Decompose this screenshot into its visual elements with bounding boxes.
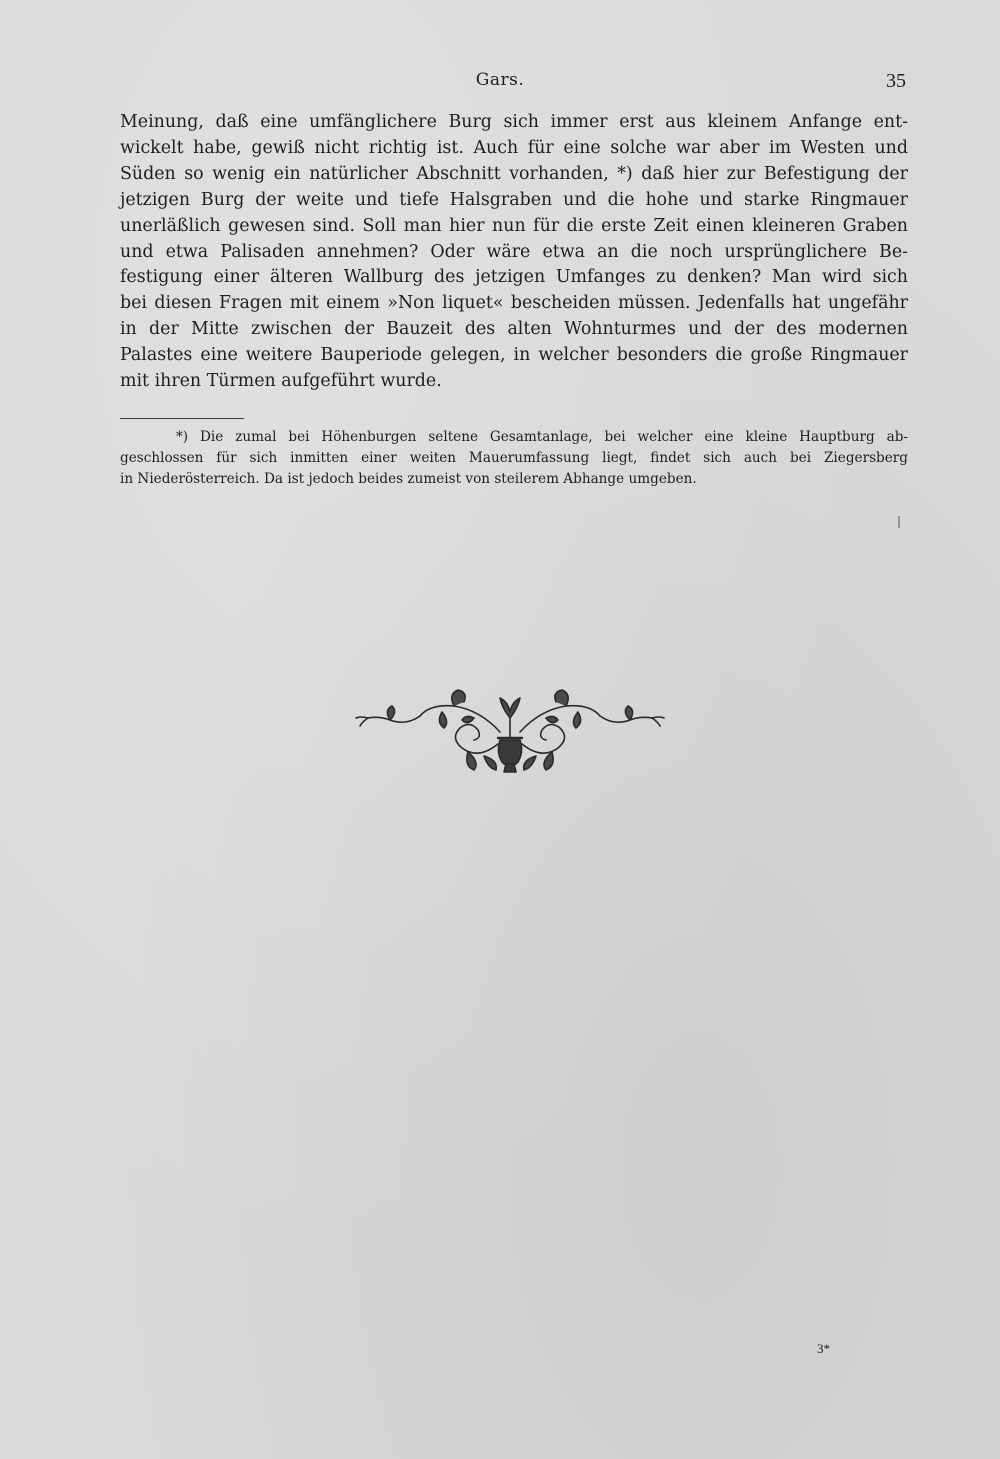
text-line: wickelt habe, gewiß nicht richtig ist. Auch für eine solche war aber im Westen und <box>120 137 908 158</box>
main-paragraph <box>120 110 908 395</box>
text-line: Meinung, daß eine umfänglichere Burg sich immer erst aus kleinem Anfange ent- <box>120 112 908 132</box>
text-line: mit ihren Türmen aufgeführt wurde. <box>120 371 442 392</box>
page-number: 35 <box>886 70 906 92</box>
footnote-rule <box>120 418 244 419</box>
text-line: Süden so wenig ein natürlicher Abschnitt vorhanden, *) daß hier zur Befestigung der <box>120 163 908 184</box>
text-line: jetzigen Burg der weite und tiefe Halsgraben und die hohe und starke Ringmauer <box>120 189 908 210</box>
text-line: und etwa Palisaden annehmen? Oder wäre etwa an die noch ursprünglichere Be- <box>120 241 908 262</box>
footnote <box>120 427 908 490</box>
text-line: Palastes eine weitere Bauperiode gelegen, in welcher besonders die große Ringmauer <box>120 345 908 366</box>
running-head: Gars. <box>475 70 525 90</box>
paper-speck <box>898 516 900 528</box>
footnote-line: *) Die zumal bei Höhenburgen seltene Gesamtanlage, bei welcher eine kleine Hauptburg ab- <box>176 429 908 445</box>
footnote-line: geschlossen für sich inmitten einer weiten Mauerumfassung liegt, findet sich auch bei Ziegersberg <box>120 450 908 466</box>
text-line: unerläßlich gewesen sind. Soll man hier nun für die erste Zeit einen kleineren Graben <box>120 215 908 236</box>
text-line: bei diesen Fragen mit einem »Non liquet« bescheiden müssen. Jedenfalls hat ungefähr <box>120 293 908 314</box>
floral-vase-ornament-icon <box>350 682 670 782</box>
text-line: in der Mitte zwischen der Bauzeit des alten Wohnturmes und der des modernen <box>120 319 908 340</box>
footnote-line: in Niederösterreich. Da ist jedoch beides zumeist von steilerem Abhange umgeben. <box>120 471 697 487</box>
text-line: festigung einer älteren Wallburg des jetzigen Umfanges zu denken? Man wird sich <box>120 267 908 288</box>
signature-mark: 3* <box>817 1341 830 1356</box>
